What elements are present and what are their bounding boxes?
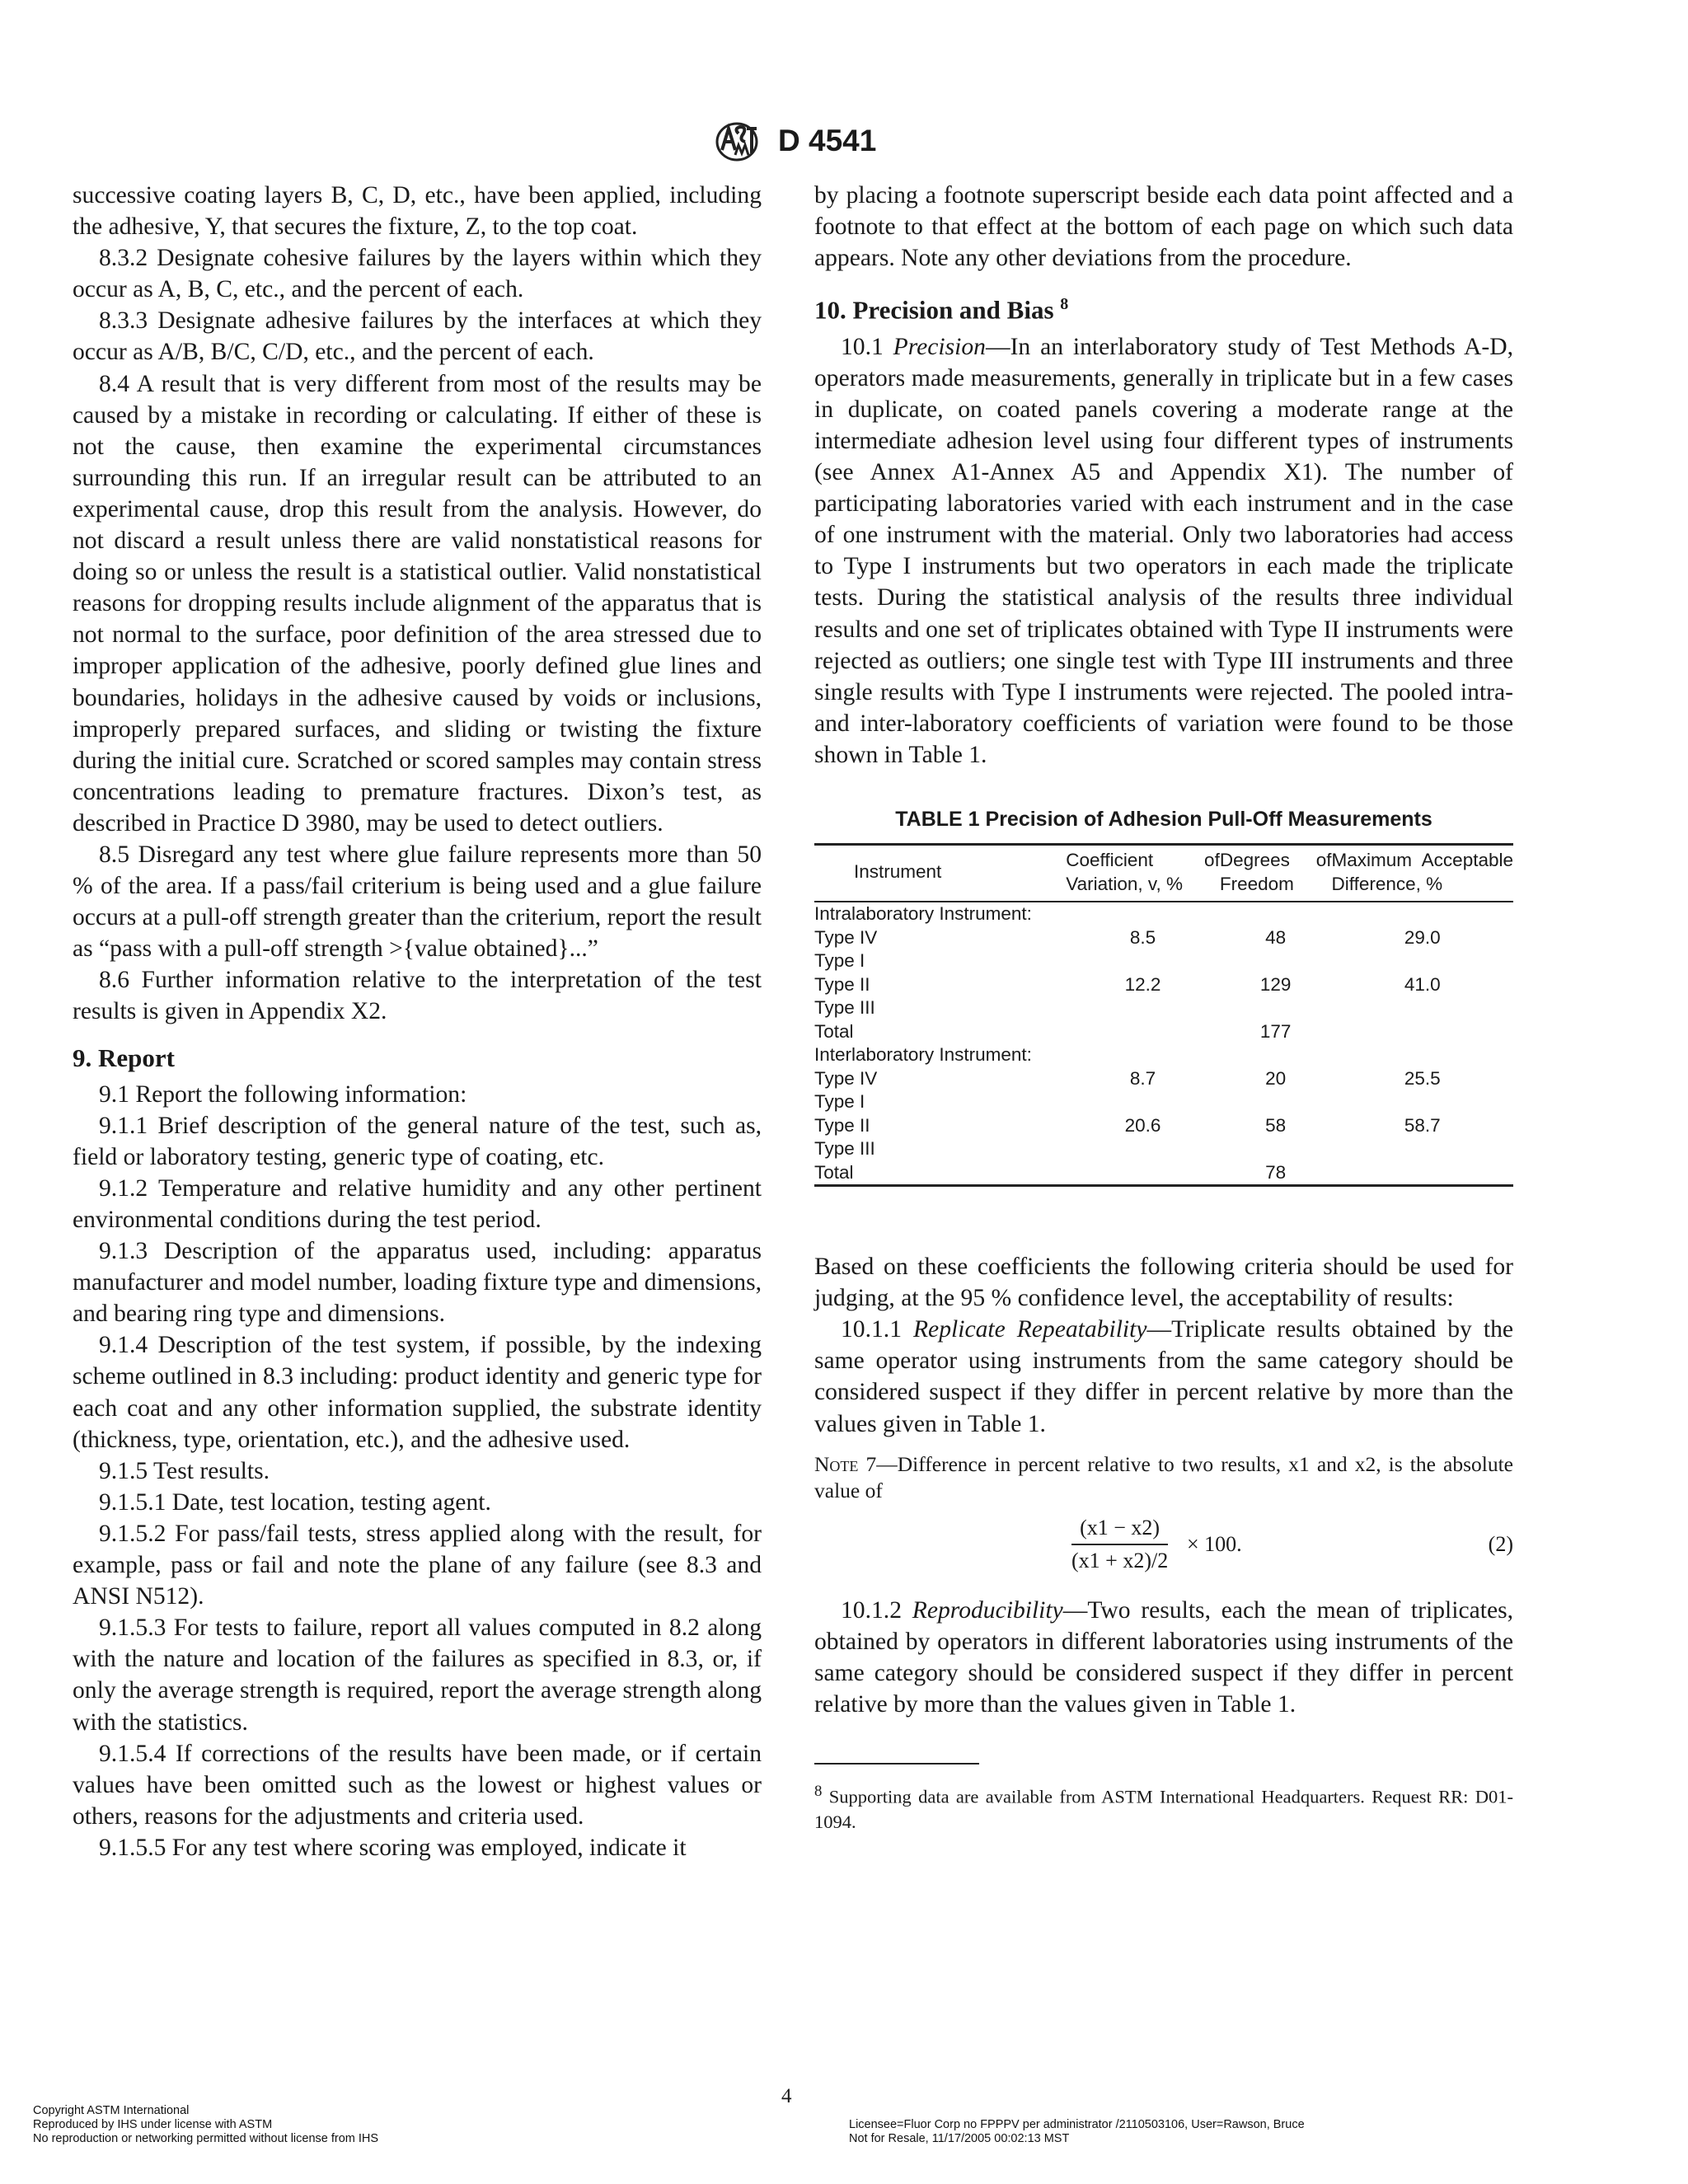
paragraph-9-1-5-5-cont: by placing a footnote superscript beside each data point affected and a footnote to that effect at the bottom of each page on which such data appears. Note any other deviations from the procedure. [814, 182, 1513, 272]
paragraph-9-1-4: 9.1.4 Description of the test system, if possible, by the indexing scheme outlined in 8.3 including: product identity and generic type for each coat and any other information supplied, the substrate identity (thickness, type, orientation, etc.), and the adhesive used. [73, 1332, 762, 1453]
table-header: Coefficient of Variation, v, % [1066, 850, 1220, 894]
section-10-heading: 10. Precision and Bias $^8$ [814, 295, 1069, 325]
footer-left: Copyright ASTM International Reproduced by IHS under license with ASTM No reproduction or networking permitted without license from IHS [33, 2104, 379, 2145]
precision-table [814, 843, 1513, 1187]
paragraph-10-1: 10.1 Precision—In an interlaboratory study of Test Methods A-D, operators made measurements, generally in triplicate but in a few cases in duplicate, on coated panels covering a moderate range at the intermediate adhesion level using four different types of instruments (see Annex A1-Annex A5 and Appendix X1). The number of participating laboratories varied with each instrument and in the case of one instrument with the material. Only two laboratories had access to Type I instruments but two operators in each made the triplicate tests. During the statistical analysis of the results three individual results and one set of triplicates obtained with Type II instruments were rejected as outliers; one single test with Type III instruments and three single results with Type I instruments were rejected. The pooled intra- and inter-laboratory coefficients of variation were found to be those shown in Table 1. [814, 333, 1513, 768]
table-row: Type I [814, 950, 865, 972]
paragraph-9-1-5-3: 9.1.5.3 For tests to failure, report all values computed in 8.2 along with the nature and location of the failures as specified in 8.3, or, if only the average strength is required, report the average strength along with the statistics. [73, 1615, 762, 1736]
paragraph-9-1-5-4: 9.1.5.4 If corrections of the results have been made, or if certain values have been omitted such as the lowest or highest values or others, reasons for the adjustments and criteria used. [73, 1740, 762, 1830]
table-row: Intralaboratory Instrument: [814, 903, 1032, 925]
table-row: Type IV 8.5 48 29.0 [814, 926, 1441, 948]
note-7: Note 7—Difference in percent relative to two results, x1 and x2, is the absolute value of [814, 1451, 1513, 1502]
section-9-heading: 9. Report [73, 1043, 175, 1072]
paragraph-8-3-2: 8.3.2 Designate cohesive failures by the layers within which they occur as A, B, C, etc., and the percent of each. [73, 245, 762, 303]
astm-logo-icon [710, 117, 768, 166]
table-header: Instrument [854, 861, 942, 883]
equation-fraction: $\frac{(x1 - x2)}{(x1 + x2)/2}$ [1071, 1512, 1168, 1577]
table-row: Interlaboratory Instrument: [814, 1044, 1032, 1066]
table-1-title: TABLE 1 Precision of Adhesion Pull-Off Measurements [895, 808, 1432, 832]
paragraph-9-1-5-2: 9.1.5.2 For pass/fail tests, stress applied along with the result, for example, pass or fail and note the plane of any failure (see 8.3 and ANSI N512). [73, 1520, 762, 1610]
table-row: Total 177 [814, 1020, 1292, 1042]
paragraph-9-1-5: 9.1.5 Test results. [99, 1457, 270, 1484]
paragraph-9-1-1: 9.1.1 Brief description of the general nature of the test, such as, field or laboratory testing, generic type of coating, etc. [73, 1112, 762, 1170]
paragraph-10-1-1: 10.1.1 Replicate Repeatability—Triplicate results obtained by the same operator using instruments from the same category should be considered suspect if they differ in percent relative by more than the values given in Table 1. [814, 1316, 1513, 1437]
table-row: Type III [814, 1138, 875, 1160]
table-header: Maximum Acceptable Difference, % [1331, 850, 1513, 894]
table-row: Total 78 [814, 1161, 1287, 1183]
standard-designation: D 4541 [778, 124, 877, 157]
paragraph-9-1-2: 9.1.2 Temperature and relative humidity and any other pertinent environmental conditions during the test period. [73, 1174, 762, 1233]
equation-2: $\frac{(x1 - x2)}{(x1 + x2)/2}$ × 100. (2) [814, 1512, 1513, 1578]
paragraph-8-3-3: 8.3.3 Designate adhesive failures by the interfaces at which they occur as A/B, B/C, C/D, etc., and the percent of each. [73, 307, 762, 366]
table-row: Type I [814, 1091, 865, 1113]
equation-number: (2) [1488, 1531, 1513, 1556]
right-column [814, 180, 1513, 1835]
table-header: Degrees of Freedom [1219, 850, 1332, 894]
paragraph-8-4: 8.4 A result that is very different from most of the results may be caused by a mistake in recording or calculating. If either of these is not the cause, then examine the experimental circumstances surrounding this run. If an irregular result can be attributed to an experimental cause, drop this result from the analysis. However, do not discard a result unless there are valid nonstatistical reasons for doing so or unless the result is a statistical outlier. Valid nonstatistical reasons for dropping results include alignment of the apparatus that is not normal to the surface, poor definition of the area stressed due to improper application of the adhesive, poorly defined glue lines and boundaries, holidays in the adhesive caused by voids or inclusions, improperly prepared surfaces, and sliding or twisting the fixture during the initial cure. Scratched or scored samples may contain stress concentrations leading to premature fractures. Dixon’s test, as described in Practice D 3980, may be used to detect outliers. [73, 370, 762, 837]
table-row: Type III [814, 997, 875, 1019]
table-row: Type IV 8.7 20 25.5 [814, 1067, 1441, 1089]
paragraph-8-5: 8.5 Disregard any test where glue failure represents more than 50 % of the area. If a pass/fail criterium is being used and a glue failure occurs at a pull-off strength greater than the criterium, report the result as “pass with a pull-off strength >{value obtained}...” [73, 841, 762, 963]
footnote-divider [814, 1763, 979, 1765]
left-column [73, 180, 762, 1863]
footer-right: Licensee=Fluor Corp no FPPPV per administrator /2110503106, User=Rawson, Bruce Not for Resale, 11/17/2005 00:02:13 MST [849, 2118, 1305, 2145]
table-row: Type II 20.6 58 58.7 [814, 1114, 1441, 1136]
paragraph-9-1-5-5: 9.1.5.5 For any test where scoring was employed, indicate it [99, 1834, 687, 1861]
paragraph-criteria: Based on these coefficients the following criteria should be used for judging, at the 95 % confidence level, the acceptability of results: [814, 1254, 1513, 1312]
footnote-8: $^8$ Supporting data are available from ASTM International Headquarters. Request RR: D01-1094. [814, 1783, 1513, 1832]
paragraph-10-1-2: 10.1.2 Reproducibility—Two results, each the mean of triplicates, obtained by operators in different laboratories using instruments of the same category should be considered suspect if they differ in percent relative by more than the values given in Table 1. [814, 1596, 1513, 1718]
paragraph-9-1-5-1: 9.1.5.1 Date, test location, testing agent. [99, 1488, 491, 1516]
paragraph-9-1-3: 9.1.3 Description of the apparatus used, including: apparatus manufacturer and model number, loading fixture type and dimensions, and bearing ring type and dimensions. [73, 1238, 762, 1328]
paragraph-9-1: 9.1 Report the following information: [99, 1080, 467, 1108]
table-row: Type II 12.2 129 41.0 [814, 973, 1441, 995]
paragraph-8-3-cont: successive coating layers B, C, D, etc., have been applied, including the adhesive, Y, that secures the fixture, Z, to the top coat. [73, 182, 762, 241]
paragraph-8-6: 8.6 Further information relative to the interpretation of the test results is given in Appendix X2. [73, 967, 762, 1025]
page-number: 4 [781, 2085, 792, 2107]
footnote-ref: 8 [1060, 295, 1069, 314]
